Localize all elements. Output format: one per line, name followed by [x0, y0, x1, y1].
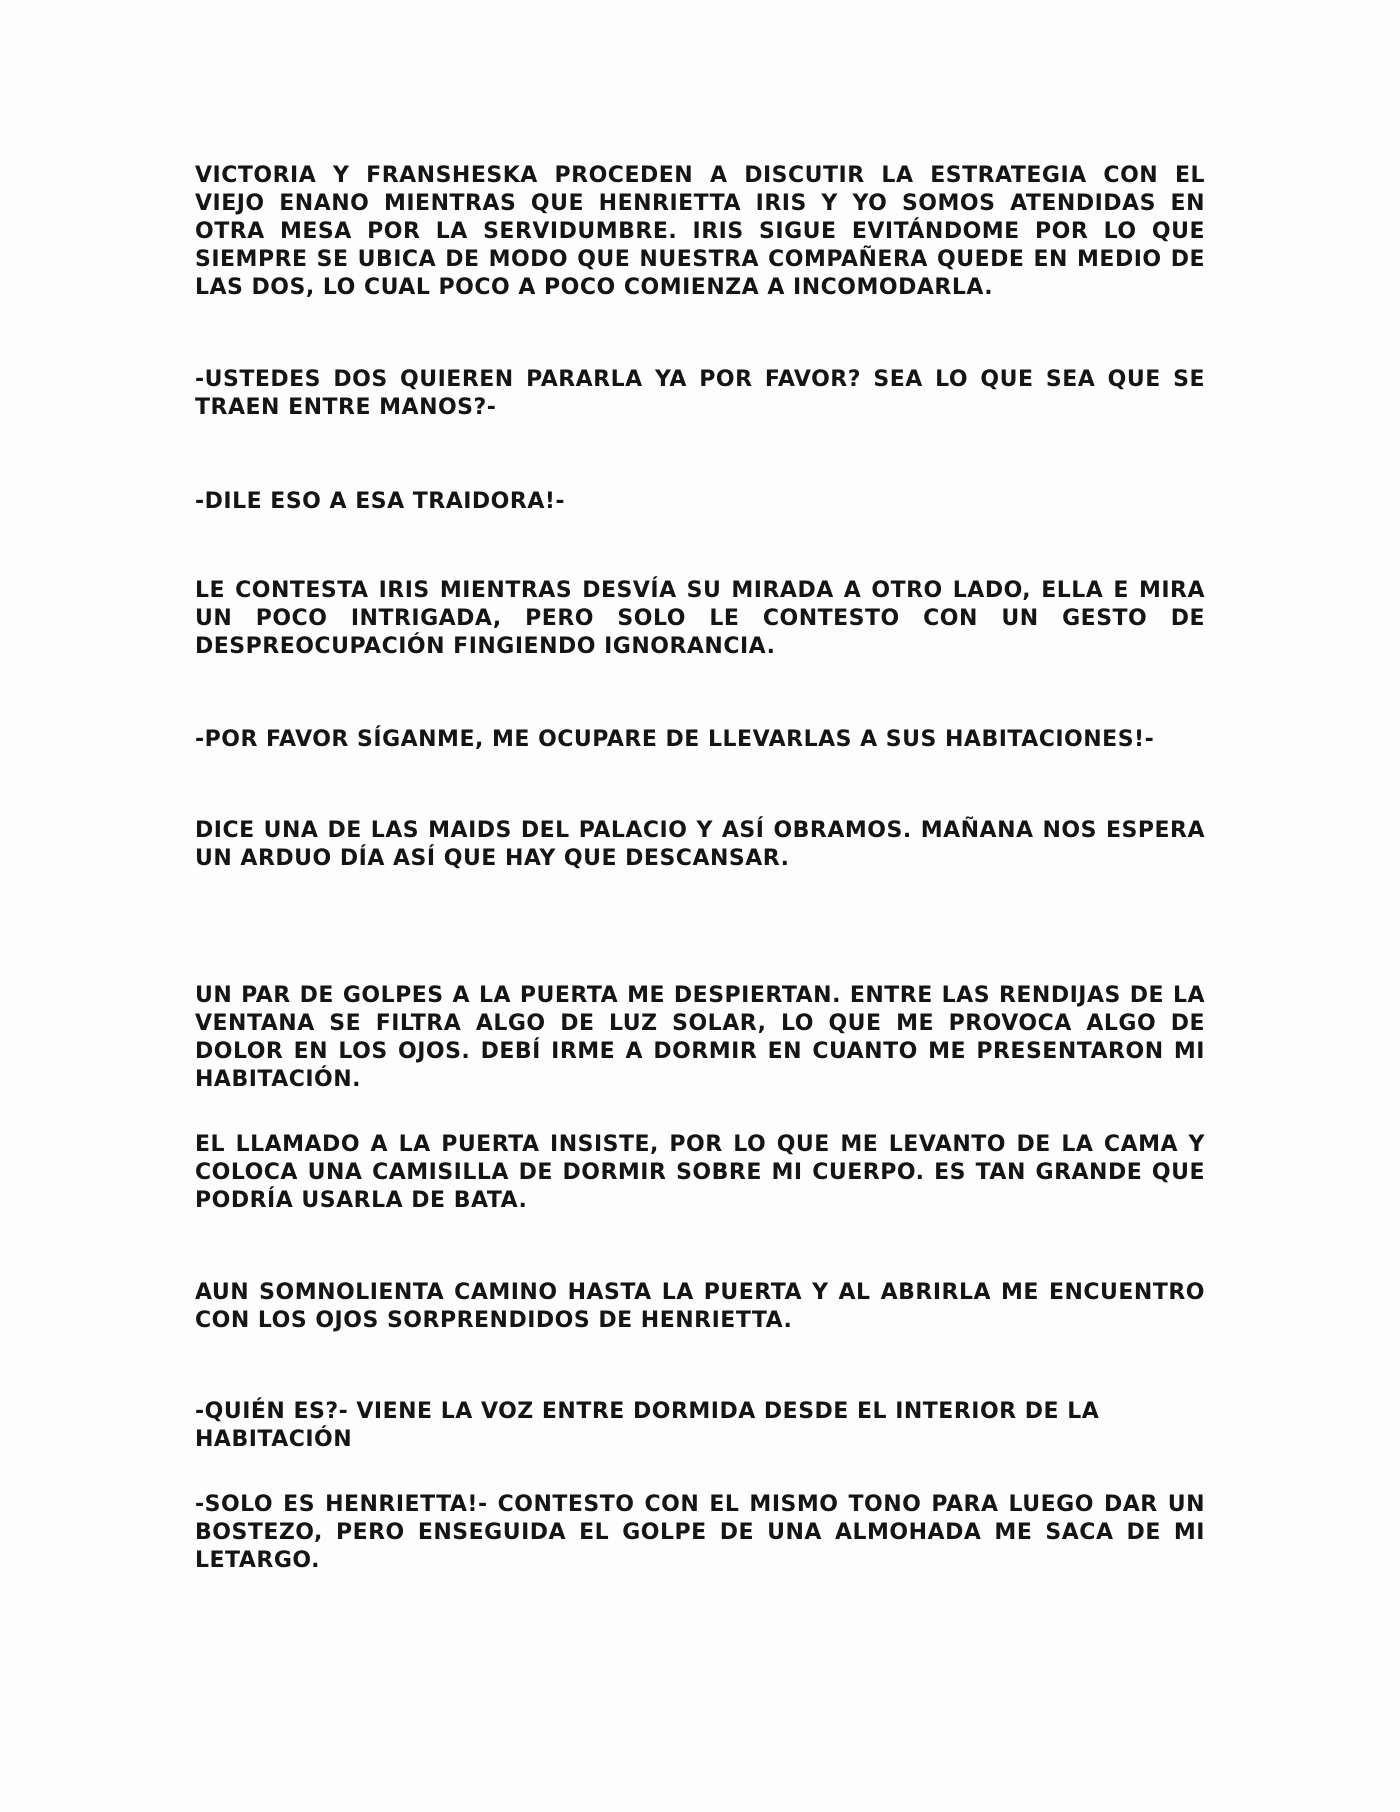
paragraph-dialogue-henrietta: -SOLO ES HENRIETTA!- CONTESTO CON EL MISMO TONO PARA LUEGO DAR UN BOSTEZO, PERO ENSEGUIDA EL GOLPE DE UNA ALMOHADA ME SACA DE MI LETARGO.	[195, 1492, 1205, 1573]
paragraph-knocks-wake: UN PAR DE GOLPES A LA PUERTA ME DESPIERTAN. ENTRE LAS RENDIJAS DE LA VENTANA SE FILTRA ALGO DE LUZ SOLAR, LO QUE ME PROVOCA ALGO DE DOLOR EN LOS OJOS. DEBÍ IRME A DORMIR EN CUANTO ME PRESENTARON MI HABITACIÓN.	[195, 983, 1205, 1092]
paragraph-maid-rest: DICE UNA DE LAS MAIDS DEL PALACIO Y ASÍ OBRAMOS. MAÑANA NOS ESPERA UN ARDUO DÍA ASÍ QUE HAY QUE DESCANSAR.	[195, 818, 1205, 871]
paragraph-open-door: AUN SOMNOLIENTA CAMINO HASTA LA PUERTA Y AL ABRIRLA ME ENCUENTRO CON LOS OJOS SORPRENDIDOS DE HENRIETTA.	[195, 1280, 1205, 1333]
paragraph-get-up: EL LLAMADO A LA PUERTA INSISTE, POR LO QUE ME LEVANTO DE LA CAMA Y COLOCA UNA CAMISILLA DE DORMIR SOBRE MI CUERPO. ES TAN GRANDE QUE PODRÍA USARLA DE BATA.	[195, 1132, 1205, 1213]
paragraph-dialogue-iris: -DILE ESO A ESA TRAIDORA!-	[195, 489, 566, 514]
paragraph-strategy-discussion: VICTORIA Y FRANSHESKA PROCEDEN A DISCUTIR LA ESTRATEGIA CON EL VIEJO ENANO MIENTRAS QUE HENRIETTA IRIS Y YO SOMOS ATENDIDAS EN OTRA MESA POR LA SERVIDUMBRE. IRIS SIGUE EVITÁNDOME POR LO QUE SIEMPRE SE UBICA DE MODO QUE NUESTRA COMPAÑERA QUEDE EN MEDIO DE LAS DOS, LO CUAL POCO A POCO COMIENZA A INCOMODARLA.	[195, 163, 1205, 300]
paragraph-dialogue-maid: -POR FAVOR SÍGANME, ME OCUPARE DE LLEVARLAS A SUS HABITACIONES!-	[195, 727, 1155, 752]
paragraph-dialogue-who: -QUIÉN ES?- VIENE LA VOZ ENTRE DORMIDA DESDE EL INTERIOR DE LA HABITACIÓN	[195, 1399, 1100, 1452]
paragraph-iris-reply: LE CONTESTA IRIS MIENTRAS DESVÍA SU MIRADA A OTRO LADO, ELLA E MIRA UN POCO INTRIGADA, PERO SOLO LE CONTESTO CON UN GESTO DE DESPREOCUPACIÓN FINGIENDO IGNORANCIA.	[195, 578, 1205, 659]
document-page	[195, 0, 1205, 1812]
paragraph-dialogue-companion: -USTEDES DOS QUIEREN PARARLA YA POR FAVOR? SEA LO QUE SEA QUE SE TRAEN ENTRE MANOS?-	[195, 367, 1205, 420]
